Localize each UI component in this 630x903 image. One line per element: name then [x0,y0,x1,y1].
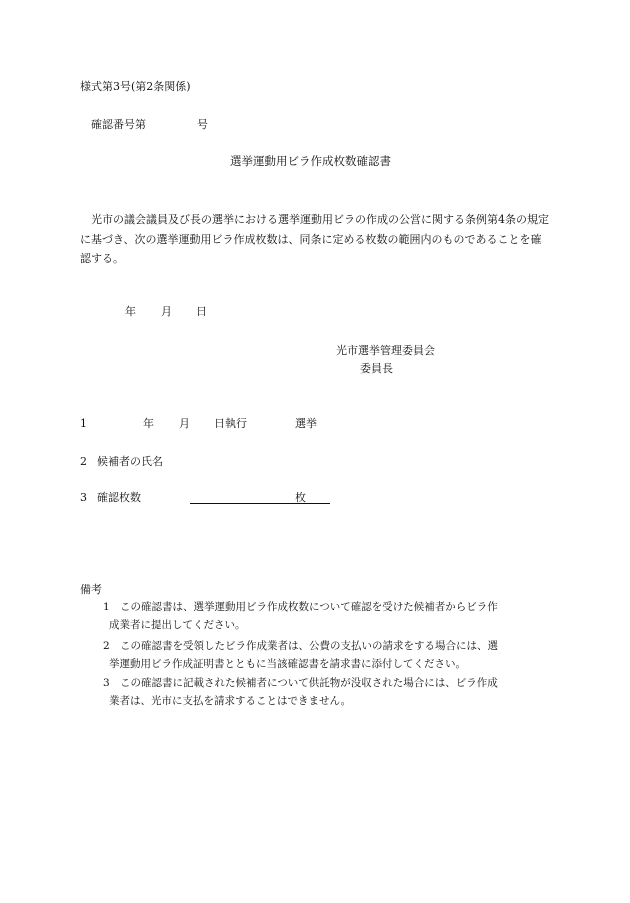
date-day: 日 [196,305,207,318]
confirmation-number-suffix: 号 [197,118,208,131]
item3-number: 3 [80,491,87,504]
confirmation-number-label: 確認番号第 [91,118,146,131]
item1-month: 月 [179,417,190,430]
note-2-line2: 挙運動用ビラ作成証明書とともに当該確認書を請求書に添付してください。 [109,658,466,670]
document-title: 選挙運動用ビラ作成枚数確認書 [230,154,391,168]
note-2-line1: この確認書を受領したビラ作成業者は、公費の支払いの請求をする場合には、選 [120,640,498,652]
note-3-number: 3 [103,677,110,689]
note-3-line2: 業者は、光市に支払を請求することはできません。 [109,695,352,707]
item3-label: 確認枚数 [97,491,141,504]
item1-year: 年 [143,417,154,430]
form-number: 様式第3号(第2条関係) [80,80,191,93]
body-paragraph: 光市の議会議員及び長の選挙における選挙運動用ビラの作成の公営に関する条例第4条の規定に基づき、次の選挙運動用ビラ作成枚数は、同条に定める枚数の範囲内のものであることを確認する。 [80,213,549,265]
date-month: 月 [161,305,172,318]
issuer-title: 委員長 [360,362,393,375]
note-1-line2: 成業者に提出してください。 [109,619,246,631]
date-year: 年 [125,305,136,318]
note-3-line1: この確認書に記載された候補者について供託物が没収された場合には、ビラ作成 [120,677,498,689]
note-1-number: 1 [103,601,110,613]
note-1-line1: この確認書は、選挙運動用ビラ作成枚数について確認を受けた候補者からビラ作 [120,601,498,613]
issuer-org: 光市選挙管理委員会 [336,344,435,357]
item1-number: 1 [80,417,87,430]
note-2-number: 2 [103,640,110,652]
count-underline [190,503,330,504]
item1-election: 選挙 [295,417,317,430]
item3-unit: 枚 [295,491,306,504]
item2-label: 候補者の氏名 [97,455,163,468]
remarks-heading: 備考 [80,583,102,596]
item1-day-exec: 日執行 [214,417,247,430]
item2-number: 2 [80,455,87,468]
